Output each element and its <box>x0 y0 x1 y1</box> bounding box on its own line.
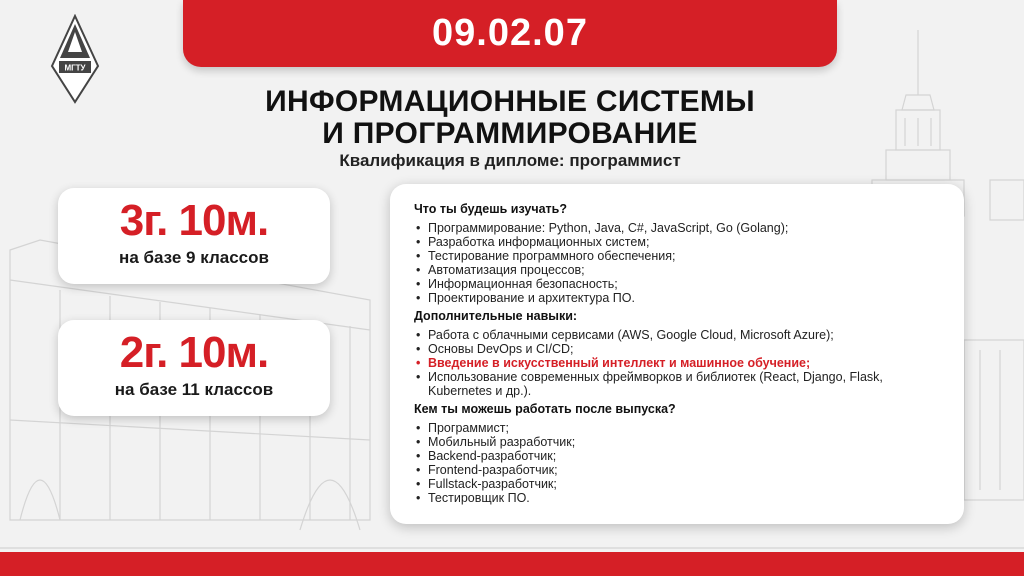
qualification-text: Квалификация в дипломе: программист <box>339 151 681 170</box>
bottom-accent-bar <box>0 552 1024 576</box>
university-emblem-icon <box>52 16 98 102</box>
list-item: • Разработка информационных систем; <box>414 235 946 249</box>
page-title <box>170 86 850 150</box>
duration-basis: на базе 9 классов <box>119 248 269 267</box>
list-item: • Frontend-разработчик; <box>414 463 946 477</box>
list-item: • Программист; <box>414 421 946 435</box>
list-item: • Тестирование программного обеспечения; <box>414 249 946 263</box>
careers-list <box>414 421 946 505</box>
list-item-highlighted: • Введение в искусственный интеллект и машинное обучение; <box>414 356 946 370</box>
study-list <box>414 221 946 305</box>
section-heading-study: Что ты будешь изучать? <box>414 202 567 216</box>
duration-term: 3г. 10м. <box>119 196 269 245</box>
title-line-1: ИНФОРМАЦИОННЫЕ СИСТЕМЫ <box>265 85 755 118</box>
duration-card-9-grades <box>58 188 330 284</box>
list-item: • Автоматизация процессов; <box>414 263 946 277</box>
section-heading-careers: Кем ты можешь работать после выпуска? <box>414 402 676 416</box>
duration-card-11-grades <box>58 320 330 416</box>
duration-term: 2г. 10м. <box>119 328 269 377</box>
list-item: • Информационная безопасность; <box>414 277 946 291</box>
duration-basis: на базе 11 классов <box>114 380 274 399</box>
list-item: • Мобильный разработчик; <box>414 435 946 449</box>
section-heading-skills: Дополнительные навыки: <box>414 309 578 323</box>
list-item: • Fullstack-разработчик; <box>414 477 946 491</box>
list-item: • Основы DevOps и CI/CD; <box>414 342 946 356</box>
list-item: • Тестировщик ПО. <box>414 491 946 505</box>
university-logo <box>50 14 100 104</box>
specialty-code-banner <box>183 0 837 67</box>
logo-text: МГТУ <box>64 63 86 73</box>
list-item: • Работа с облачными сервисами (AWS, Google Cloud, Microsoft Azure); <box>414 328 946 342</box>
list-item: • Программирование: Python, Java, C#, JavaScript, Go (Golang); <box>414 221 946 235</box>
program-info-card <box>390 184 964 524</box>
title-line-2: И ПРОГРАММИРОВАНИЕ <box>322 117 698 150</box>
specialty-code: 09.02.07 <box>432 12 588 54</box>
skills-list <box>414 328 946 398</box>
list-item: • Использование современных фреймворков и библиотек (React, Django, Flask, Kubernetes и др.). <box>414 370 946 398</box>
list-item: • Backend-разработчик; <box>414 449 946 463</box>
list-item: • Проектирование и архитектура ПО. <box>414 291 946 305</box>
